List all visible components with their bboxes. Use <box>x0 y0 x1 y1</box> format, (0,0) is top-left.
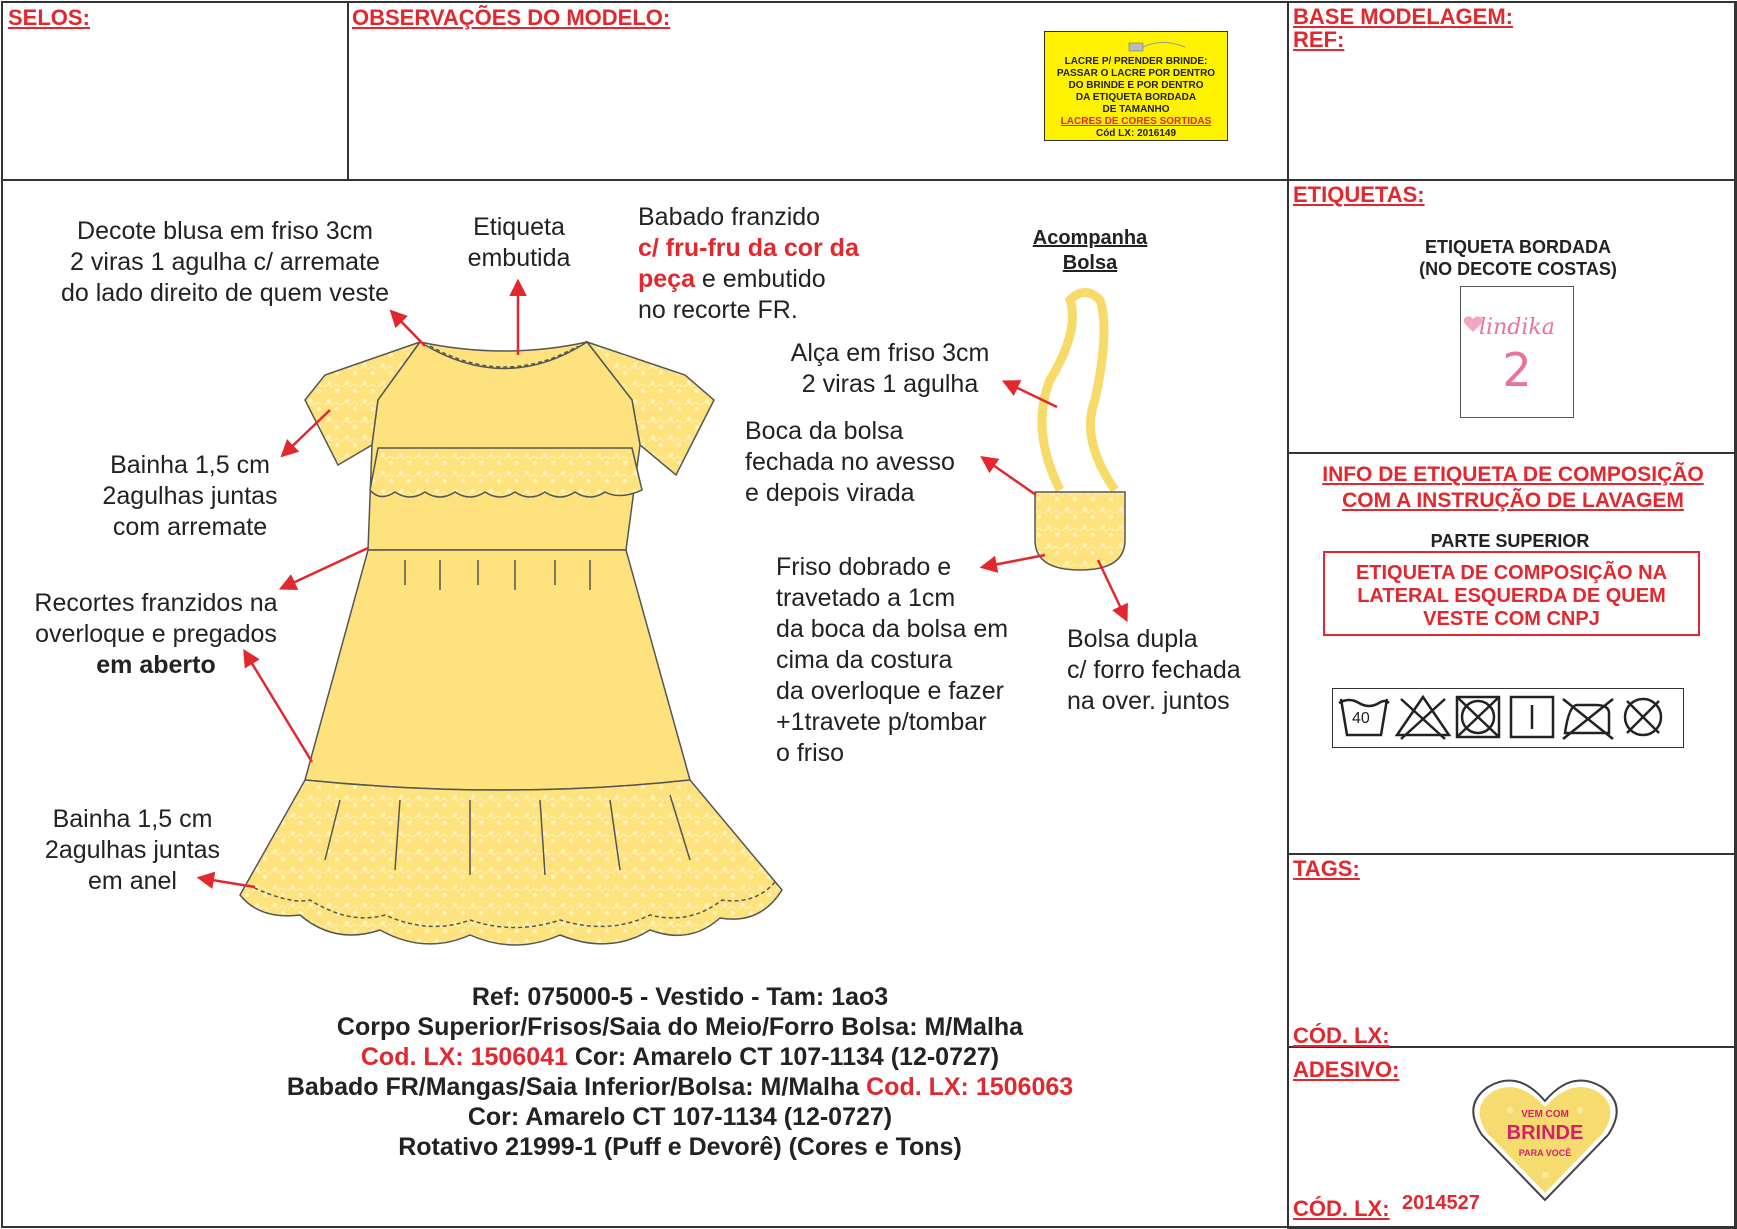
etiqueta-bordada-line-2: (NO DECOTE COSTAS) <box>1419 259 1617 279</box>
note-alca-line-1: Alça em friso 3cm <box>790 339 990 367</box>
spec-text <box>180 982 1180 1162</box>
note-babado-line-1: Babado franzido <box>638 203 821 231</box>
care-symbols-drawing <box>1333 689 1683 747</box>
composition-text <box>1325 562 1698 631</box>
note-decote-line-3: do lado direito de quem veste <box>61 279 389 307</box>
note-friso-line-7: o friso <box>776 739 845 767</box>
no-dry-clean-icon <box>1625 699 1661 735</box>
sticker-line-1: VEM COM <box>1521 1109 1569 1120</box>
ref-title: REF: <box>1293 27 1345 52</box>
info-title-line-2: COM A INSTRUÇÃO DE LAVAGEM <box>1342 489 1684 512</box>
note-decote-line-2: 2 viras 1 agulha c/ arremate <box>70 248 380 276</box>
lacre-line-1: LACRE P/ PRENDER BRINDE: <box>1064 56 1208 67</box>
etiqueta-bordada-line-1: ETIQUETA BORDADA <box>1425 237 1611 257</box>
size-number: 2 <box>1502 343 1532 397</box>
note-babado-line-2: e embutido <box>694 265 826 293</box>
note-bainha-manga-line-1: Bainha 1,5 cm <box>110 451 270 479</box>
note-bolsa-dupla-line-1: Bolsa dupla <box>1067 625 1198 653</box>
note-acompanha-line-2: Bolsa <box>1062 252 1118 274</box>
note-babado <box>638 202 859 326</box>
composition-line-2: LATERAL ESQUERDA DE QUEM <box>1357 585 1666 607</box>
note-babado-line-3: no recorte FR. <box>638 296 798 324</box>
spec-line-2: Corpo Superior/Frisos/Saia do Meio/Forro Bolsa: M/Malha <box>336 1013 1024 1041</box>
note-alca <box>780 338 1000 400</box>
note-decote <box>40 216 410 309</box>
note-boca-line-3: e depois virada <box>745 479 915 507</box>
etiqueta-bordada-title <box>1380 236 1656 280</box>
no-bleach-icon <box>1397 697 1449 739</box>
parte-superior-title: PARTE SUPERIOR <box>1430 531 1590 551</box>
embroidered-label <box>1460 286 1574 418</box>
lacre-code: Cód LX: 2016149 <box>1095 128 1177 139</box>
note-alca-line-2: 2 viras 1 agulha <box>801 370 979 398</box>
note-decote-line-1: Decote blusa em friso 3cm <box>77 217 373 245</box>
note-bainha-saia-line-3: em anel <box>88 867 177 895</box>
note-recortes-bold: em aberto <box>96 651 216 679</box>
info-title <box>1290 462 1736 514</box>
info-title-line-1: INFO DE ETIQUETA DE COMPOSIÇÃO <box>1322 463 1704 486</box>
brand-logo: lindika <box>1479 315 1555 340</box>
spec-line-4: Babado FR/Mangas/Saia Inferior/Bolsa: M/Malha <box>286 1073 867 1101</box>
note-babado-red-1: c/ fru-fru da cor da <box>638 234 859 262</box>
line-dry-icon <box>1511 697 1553 737</box>
spec-line-6: Rotativo 21999-1 (Puff e Devorê) (Cores e Tons) <box>398 1133 962 1161</box>
note-bainha-manga-line-2: 2agulhas juntas <box>102 482 278 510</box>
tags-cod-lx: CÓD. LX: <box>1293 1023 1390 1048</box>
note-friso-line-2: travetado a 1cm <box>776 584 956 612</box>
note-boca <box>745 416 955 509</box>
note-recortes <box>16 588 296 681</box>
note-friso-line-5: da overloque e fazer <box>776 677 1004 705</box>
note-friso-line-3: da boca da bolsa em <box>776 615 1009 643</box>
note-bainha-manga <box>70 450 310 543</box>
lacre-line-5: DE TAMANHO <box>1102 104 1170 115</box>
selos-title: SELOS: <box>8 5 90 30</box>
adesivo-cod-lx: CÓD. LX: <box>1293 1196 1390 1221</box>
note-etiqueta-line-1: Etiqueta <box>473 213 565 241</box>
note-babado-red-2: peça <box>638 265 695 293</box>
note-acompanha <box>1010 226 1170 276</box>
note-recortes-line-1: Recortes franzidos na <box>34 589 278 617</box>
spec-line-3-red: Cod. LX: 1506041 <box>360 1043 568 1071</box>
note-friso-line-4: cima da costura <box>776 646 953 674</box>
composition-line-1: ETIQUETA DE COMPOSIÇÃO NA <box>1355 562 1668 584</box>
note-acompanha-line-1: Acompanha <box>1032 227 1148 249</box>
note-bolsa-dupla-line-3: na over. juntos <box>1067 687 1230 715</box>
adesivo-title: ADESIVO: <box>1293 1057 1400 1082</box>
spec-line-5: Cor: Amarelo CT 107-1134 (12-0727) <box>467 1103 893 1131</box>
note-bainha-manga-line-3: com arremate <box>112 513 268 541</box>
no-iron-icon <box>1563 699 1613 739</box>
note-bolsa-dupla-line-2: c/ forro fechada <box>1067 656 1241 684</box>
spec-line-3: Cor: Amarelo CT 107-1134 (12-0727) <box>567 1043 1000 1071</box>
spec-line-4-red: Cod. LX: 1506063 <box>866 1073 1074 1101</box>
lacre-line-2: PASSAR O LACRE POR DENTRO <box>1056 68 1216 79</box>
lacre-red-line: LACRES DE CORES SORTIDAS <box>1060 116 1212 127</box>
note-bainha-saia-line-2: 2agulhas juntas <box>44 836 221 864</box>
note-etiqueta <box>444 212 594 274</box>
base-modelagem-title: BASE MODELAGEM: <box>1293 4 1513 29</box>
note-friso-line-6: +1travete p/tombar <box>776 708 987 736</box>
lacre-line-4: DA ETIQUETA BORDADA <box>1075 92 1197 103</box>
no-tumble-dry-icon <box>1457 697 1499 737</box>
tags-title: TAGS: <box>1293 856 1360 881</box>
composition-line-3: VESTE COM CNPJ <box>1423 608 1600 630</box>
etiquetas-title: ETIQUETAS: <box>1293 182 1425 207</box>
adesivo-cod-lx-value: 2014527 <box>1402 1192 1480 1214</box>
note-recortes-line-2: overloque e pregados <box>35 620 277 648</box>
spec-line-1: Ref: 075000-5 - Vestido - Tam: 1ao3 <box>471 983 889 1011</box>
lacre-line-3: DO BRINDE E POR DENTRO <box>1068 80 1204 91</box>
note-boca-line-2: fechada no avesso <box>745 448 955 476</box>
note-bainha-saia <box>20 804 245 897</box>
note-friso <box>776 552 1008 769</box>
note-bainha-saia-line-1: Bainha 1,5 cm <box>52 805 213 833</box>
note-bolsa-dupla <box>1067 624 1241 717</box>
care-symbols <box>1332 688 1684 748</box>
observacoes-title: OBSERVAÇÕES DO MODELO: <box>352 5 671 30</box>
wash-temperature: 40 <box>1352 710 1370 727</box>
sticker-line-2: BRINDE <box>1506 1122 1584 1144</box>
bag-drawing <box>1035 293 1125 571</box>
note-etiqueta-line-2: embutida <box>467 244 571 272</box>
note-boca-line-1: Boca da bolsa <box>745 417 904 445</box>
dress-drawing <box>240 342 782 945</box>
sticker-line-3: PARA VOCÊ <box>1518 1148 1572 1158</box>
note-friso-line-1: Friso dobrado e <box>776 553 952 581</box>
